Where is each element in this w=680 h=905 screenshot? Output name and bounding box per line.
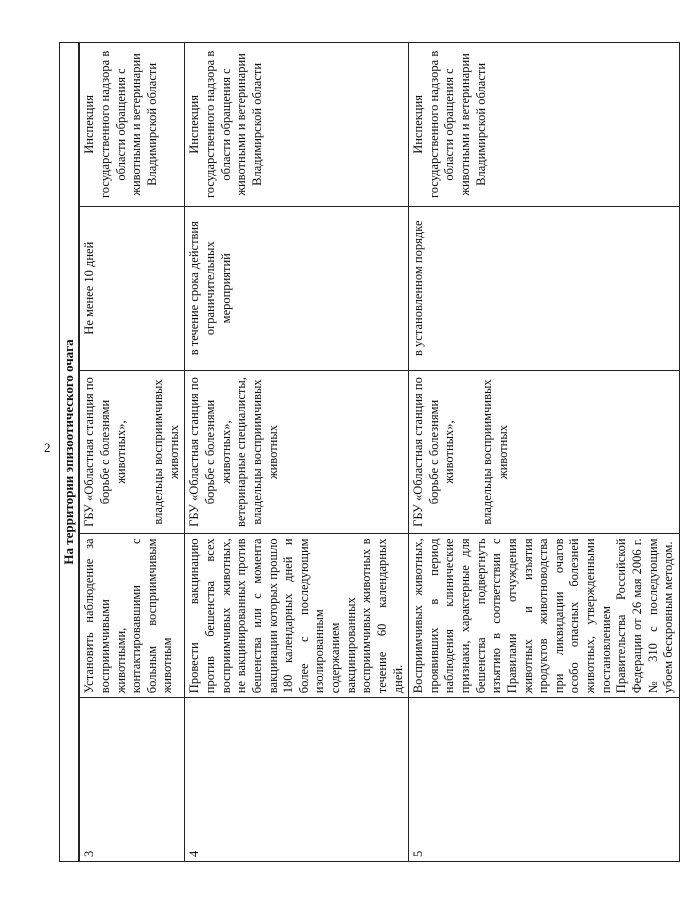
responsible-primary: ГБУ «Областная станция по борьбе с болезнями животных», xyxy=(82,377,128,527)
table-row xyxy=(409,43,680,862)
measures-table-rotated xyxy=(59,42,676,862)
measures-table xyxy=(59,42,680,862)
page-number: 2 xyxy=(44,440,51,455)
section-title: На территории эпизоотического очага xyxy=(60,43,80,862)
term-cell: Не менее 10 дней xyxy=(79,206,185,370)
responsible-cell xyxy=(79,370,185,534)
control-cell: Инспекция государственного надзора в области обращения с животными и ветеринарии Владимирской области xyxy=(185,43,409,207)
responsible-primary: ГБУ «Областная станция по борьбе с болезнями животных», xyxy=(411,377,457,527)
control-cell: Инспекция государственного надзора в области обращения с животными и ветеринарии Владимирской области xyxy=(79,43,185,207)
responsible-cell xyxy=(185,370,409,534)
term-cell: в течение срока действия ограничительных мероприятий xyxy=(185,206,409,370)
action-cell: Восприимчивых животных, проявивших в период наблюдения клинические признаки, характерные для бешенства подвергнуть изъятию в соответствии с Правилами отчуждения животных и изъятия продуктов животноводства при ликвидации очагов особо опасных болезней животных, утвержденными постановлением Правительства Российской Федерации от 26 мая 2006 г. № 310 с последующим убоем бескровным методом. xyxy=(409,534,680,698)
row-number: 4 xyxy=(185,698,409,862)
responsible-primary: ГБУ «Областная станция по борьбе с болезнями животных», xyxy=(187,377,233,527)
control-cell: Инспекция государственного надзора в области обращения с животными и ветеринарии Владимирской области xyxy=(409,43,680,207)
responsible-secondary: владельцы восприимчивых животных xyxy=(480,379,510,525)
row-number: 3 xyxy=(79,698,185,862)
responsible-cell xyxy=(409,370,680,534)
responsible-secondary: владельцы восприимчивых животных xyxy=(151,379,181,525)
table-row xyxy=(79,43,185,862)
term-cell: в установленном порядке xyxy=(409,206,680,370)
table-row xyxy=(185,43,409,862)
responsible-secondary: ветеринарные специалисты, владельцы восприимчивых животных xyxy=(234,377,280,527)
action-cell: Провести вакцинацию против бешенства всех восприимчивых животных, не вакцинированных против бешенства или с момента вакцинации которых прошло 180 календарных дней и более с последующим изолированным содержанием вакцинированных восприимчивых животных в течение 60 календарных дней. xyxy=(185,534,409,698)
row-number: 5 xyxy=(409,698,680,862)
action-cell: Установить наблюдение за восприимчивыми животными, контактировавшими с больным восприимчивым животным xyxy=(79,534,185,698)
